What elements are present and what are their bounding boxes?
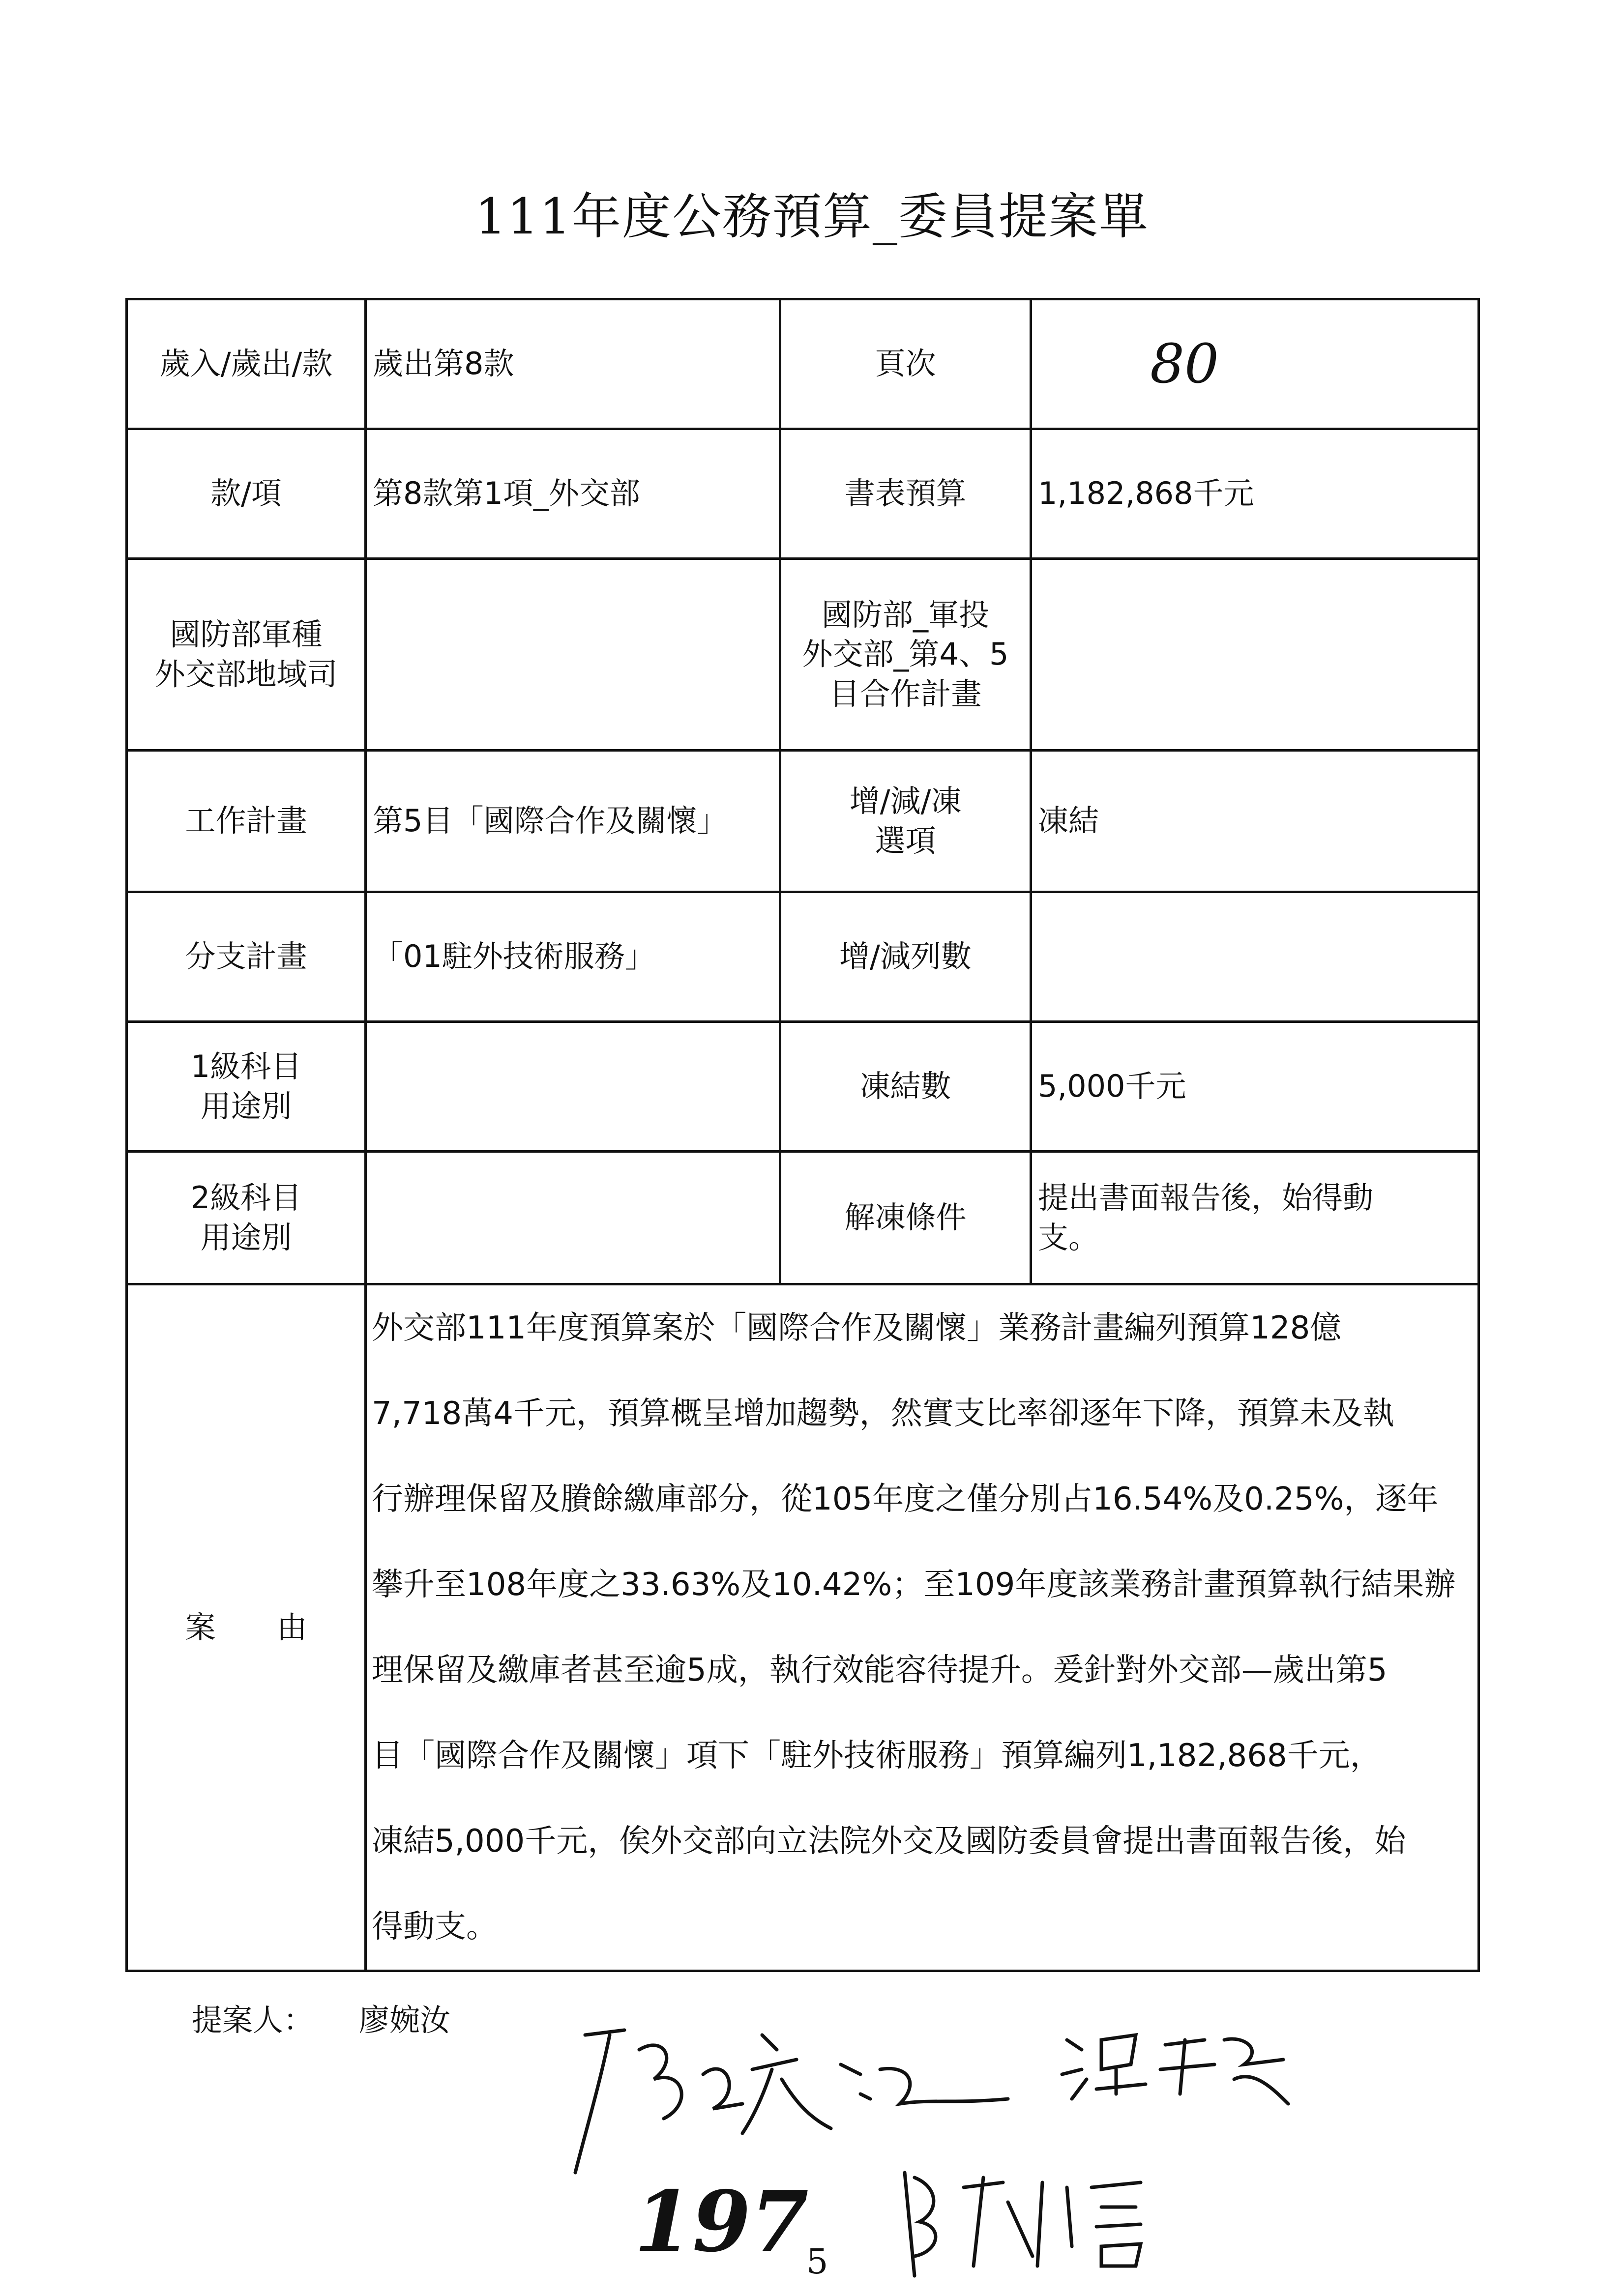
proposer-name: 廖婉汝 (359, 2002, 451, 2038)
handwritten-number: 197 (634, 2173, 809, 2271)
reason-text (366, 1284, 1479, 1971)
row-value (1031, 559, 1479, 751)
signature-2 (1057, 2020, 1303, 2119)
row-label: 解凍條件 (780, 1152, 1031, 1284)
reason-line: 得動支。 (372, 1909, 498, 1945)
reason-line: 目「國際合作及關懷」項下「駐外技術服務」預算編列1,182,868千元， (372, 1738, 1382, 1774)
row-label: 2級科目 用途別 (127, 1152, 366, 1284)
reason-label: 案 由 (127, 1284, 366, 1971)
row-label: 增/減列數 (780, 892, 1031, 1022)
proposer-label: 提案人： (192, 2002, 314, 2038)
row-value: 80 (1031, 299, 1479, 429)
row-value: 1,182,868千元 (1031, 429, 1479, 559)
row-label: 頁次 (780, 299, 1031, 429)
reason-line: 凍結5,000千元，俟外交部向立法院外交及國防委員會提出書面報告後，始 (372, 1823, 1406, 1860)
row-label: 歲入/歲出/款 (127, 299, 366, 429)
reason-line: 7,718萬4千元，預算概呈增加趨勢，然實支比率卻逐年下降，預算未及執 (372, 1395, 1394, 1432)
signature-3 (885, 2158, 1229, 2286)
row-value: 提出書面報告後，始得動 支。 (1031, 1152, 1479, 1284)
row-label: 增/減/凍 選項 (780, 751, 1031, 892)
table-row (127, 1152, 1479, 1284)
table-row (127, 559, 1479, 751)
row-value (366, 1022, 780, 1152)
row-value (1031, 892, 1479, 1022)
page-number: 5 (806, 2241, 828, 2282)
table-row (127, 892, 1479, 1022)
table-row (127, 1022, 1479, 1152)
row-value: 第5目「國際合作及關懷」 (366, 751, 780, 892)
row-value (366, 559, 780, 751)
reason-line: 外交部111年度預算案於「國際合作及關懷」業務計畫編列預算128億 (372, 1310, 1342, 1346)
page-title: 111年度公務預算_委員提案單 (475, 188, 1149, 245)
row-label: 款/項 (127, 429, 366, 559)
table-row (127, 751, 1479, 892)
proposal-table (125, 298, 1480, 1972)
row-label: 1級科目 用途別 (127, 1022, 366, 1152)
reason-row (127, 1284, 1479, 1971)
table-row (127, 429, 1479, 559)
row-value: 「01駐外技術服務」 (366, 892, 780, 1022)
row-label: 工作計畫 (127, 751, 366, 892)
row-value: 5,000千元 (1031, 1022, 1479, 1152)
row-value: 歲出第8款 (366, 299, 780, 429)
row-label: 國防部_軍投 外交部_第4、5 目合作計畫 (780, 559, 1031, 751)
reason-line: 攀升至108年度之33.63%及10.42%；至109年度該業務計畫預算執行結果辦 (372, 1567, 1456, 1603)
row-value: 凍結 (1031, 751, 1479, 892)
reason-line: 理保留及繳庫者甚至逾5成，執行效能容待提升。爰針對外交部—歲出第5 (372, 1652, 1388, 1688)
reason-line: 行辦理保留及賸餘繳庫部分，從105年度之僅分別占16.54%及0.25%，逐年 (372, 1481, 1439, 1517)
row-value (366, 1152, 780, 1284)
row-label: 書表預算 (780, 429, 1031, 559)
row-value: 第8款第1項_外交部 (366, 429, 780, 559)
table-row (127, 299, 1479, 429)
row-label: 分支計畫 (127, 892, 366, 1022)
row-label: 凍結數 (780, 1022, 1031, 1152)
row-label: 國防部軍種 外交部地域司 (127, 559, 366, 751)
